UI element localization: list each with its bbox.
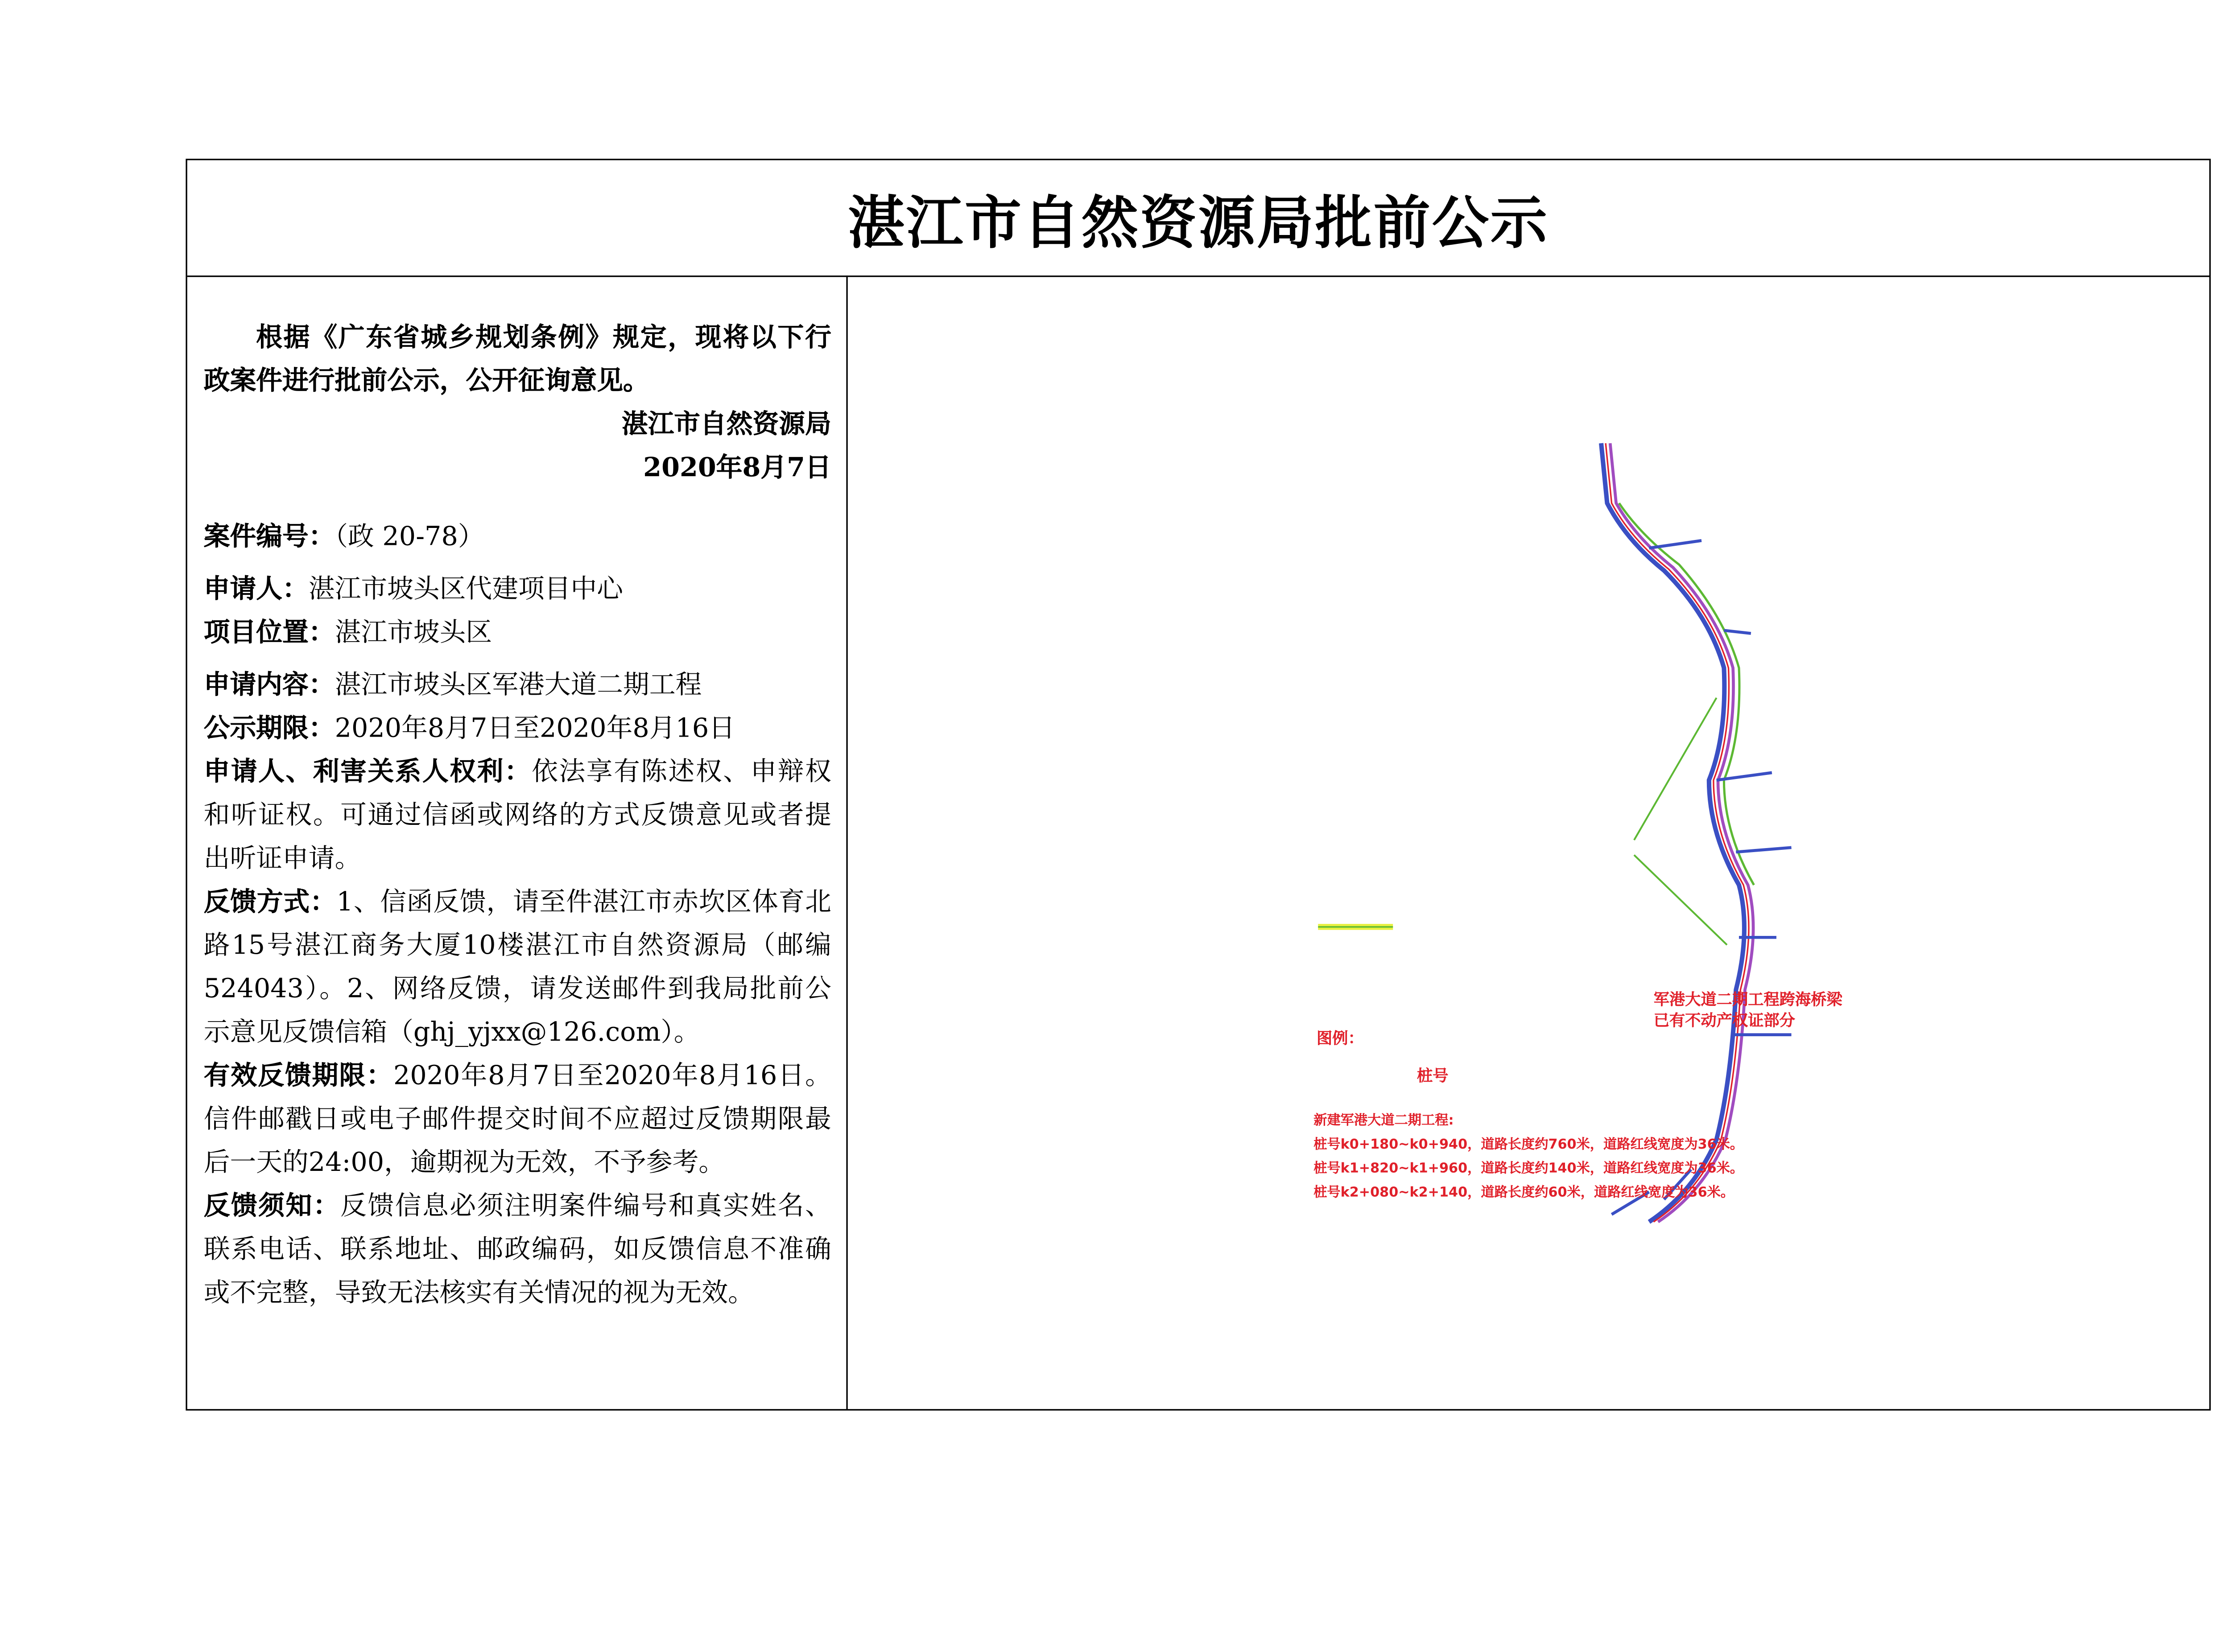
legend-title: 图例： xyxy=(1316,1030,1364,1048)
bridge-callout-label: 军港大道二期工程跨海桥梁 已有不动产权证部分 xyxy=(1653,991,1842,1030)
project-description: 新建军港大道二期工程: 桩号k0+180~k0+940，道路长度约760米，道路红线宽度为36米。 桩号k1+820~k1+960，道路长度约140米，道路红线宽度为36米。 桩号k2+080~k2+140，道路长度约60米，道路红线宽度为36米。 xyxy=(1313,1114,1744,1201)
notice-text-cell xyxy=(187,276,848,1409)
road-redline xyxy=(1606,443,1749,1222)
issue-date: 2020年8月7日 xyxy=(643,453,831,484)
road-plan-map xyxy=(848,276,2209,1409)
field-feedback-method: 反馈方式：1、信函反馈，请至件湛江市赤坎区体育北路15号湛江商务大厦10楼湛江市自然资源局（邮编524043）。2、网络反馈，请发送邮件到我局批前公示意见反馈信箱（ghj_yjxx@126.com）。 xyxy=(203,888,831,1048)
intro-text: 根据《广东省城乡规划条例》规定，现将以下行政案件进行批前公示，公开征询意见。 xyxy=(203,323,831,397)
legend-stake-label: 桩号 xyxy=(1416,1067,1449,1086)
field-rights: 申请人、利害关系人权利：依法享有陈述权、申辩权和听证权。可通过信函或网络的方式反馈意见或者提出听证申请。 xyxy=(203,758,831,875)
field-feedback-notes: 反馈须知：反馈信息必须注明案件编号和真实姓名、联系电话、联系地址、邮政编码，如反馈信息不准确或不完整，导致无法核实有关情况的视为无效。 xyxy=(203,1192,831,1309)
field-applicant: 申请人：湛江市坡头区代建项目中心 xyxy=(203,575,624,605)
field-case-number: 案件编号：（政 20-78） xyxy=(203,523,484,553)
title-row xyxy=(187,160,2209,277)
field-content: 申请内容：湛江市坡头区军港大道二期工程 xyxy=(203,671,702,701)
field-period: 公示期限：2020年8月7日至2020年8月16日 xyxy=(203,714,735,745)
notice-table xyxy=(186,159,2210,1411)
field-location: 项目位置：湛江市坡头区 xyxy=(203,618,492,649)
page-title: 湛江市自然资源局批前公示 xyxy=(847,189,1549,256)
field-feedback-deadline: 有效反馈期限：2020年8月7日至2020年8月16日。信件邮戳日或电子邮件提交时间不应超过反馈期限最后一天的24:00，逾期视为无效，不予参考。 xyxy=(203,1062,831,1178)
issuer: 湛江市自然资源局 xyxy=(621,410,831,441)
road-alignment-drawing xyxy=(848,276,2212,1412)
